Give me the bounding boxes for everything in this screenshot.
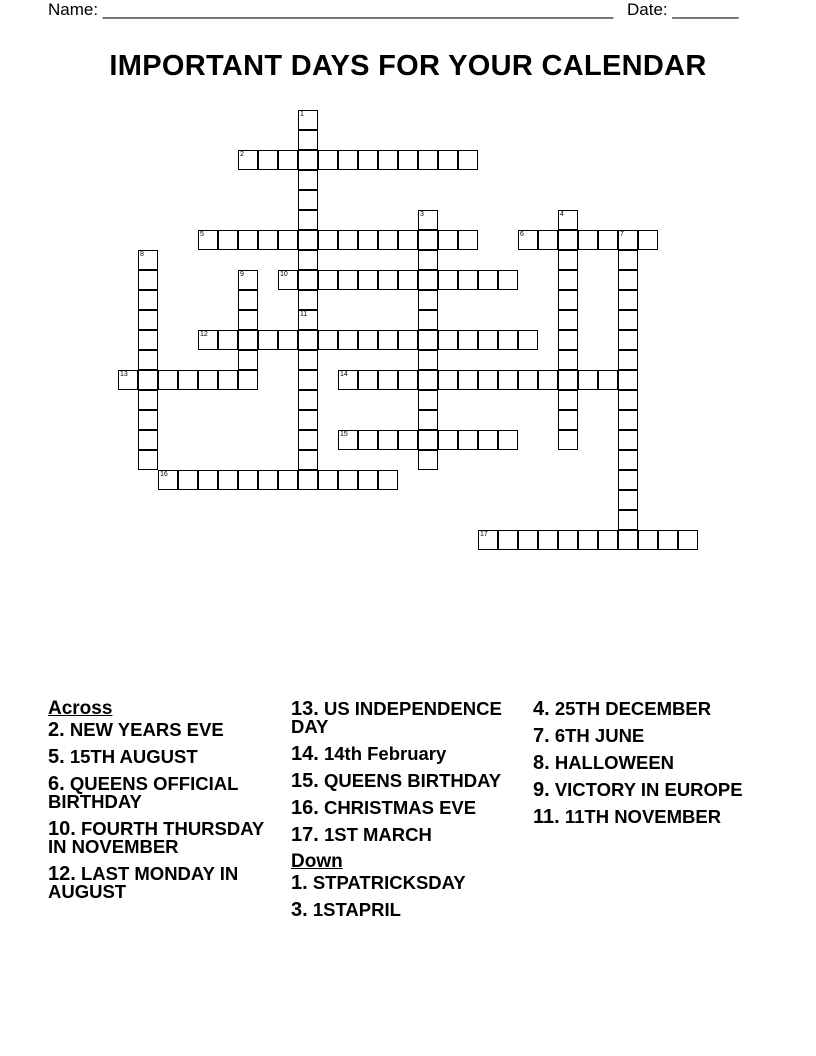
page-title: IMPORTANT DAYS FOR YOUR CALENDAR	[109, 50, 707, 82]
grid-cell[interactable]	[178, 470, 198, 490]
grid-cell[interactable]	[598, 370, 618, 390]
grid-cell[interactable]	[478, 370, 498, 390]
grid-cell[interactable]	[258, 230, 278, 250]
clue-number: 11	[300, 311, 308, 318]
clue-number: 7	[620, 231, 624, 238]
grid-cell[interactable]	[358, 330, 378, 350]
grid-cell[interactable]	[558, 390, 578, 410]
grid-cell[interactable]	[418, 410, 438, 430]
grid-cell[interactable]	[298, 230, 318, 250]
grid-cell[interactable]	[598, 230, 618, 250]
clue-number: 16	[160, 471, 168, 478]
grid-cell[interactable]	[338, 270, 358, 290]
grid-cell[interactable]	[338, 230, 358, 250]
grid-cell[interactable]	[478, 270, 498, 290]
grid-cell[interactable]	[138, 250, 158, 270]
grid-cell[interactable]	[238, 370, 258, 390]
grid-cell[interactable]	[138, 330, 158, 350]
clue-number: 5	[200, 231, 204, 238]
grid-cell[interactable]	[298, 270, 318, 290]
grid-cell[interactable]	[138, 370, 158, 390]
grid-cell[interactable]	[358, 470, 378, 490]
grid-cell[interactable]	[558, 310, 578, 330]
grid-cell[interactable]	[338, 330, 358, 350]
grid-cell[interactable]	[178, 370, 198, 390]
grid-cell[interactable]	[238, 270, 258, 290]
grid-cell[interactable]	[278, 150, 298, 170]
clue-number: 12	[200, 331, 208, 338]
clue-number: 17	[480, 531, 488, 538]
grid-cell[interactable]	[138, 410, 158, 430]
grid-cell[interactable]	[458, 230, 478, 250]
grid-cell[interactable]	[618, 350, 638, 370]
grid-cell[interactable]	[138, 310, 158, 330]
grid-cell[interactable]	[158, 370, 178, 390]
grid-cell[interactable]	[618, 490, 638, 510]
grid-cell[interactable]	[538, 230, 558, 250]
grid-cell[interactable]	[558, 250, 578, 270]
grid-cell[interactable]	[378, 470, 398, 490]
grid-cell[interactable]	[138, 390, 158, 410]
grid-cell[interactable]	[298, 110, 318, 130]
grid-cell[interactable]	[378, 270, 398, 290]
grid-cell[interactable]	[138, 290, 158, 310]
clue-down-3: 3. 1STAPRIL	[291, 899, 401, 921]
grid-cell[interactable]	[218, 470, 238, 490]
grid-cell[interactable]	[478, 430, 498, 450]
grid-cell[interactable]	[218, 330, 238, 350]
grid-cell[interactable]	[518, 330, 538, 350]
grid-cell[interactable]	[518, 230, 538, 250]
grid-cell[interactable]	[558, 410, 578, 430]
grid-cell[interactable]	[438, 430, 458, 450]
grid-cell[interactable]	[358, 270, 378, 290]
grid-cell[interactable]	[298, 250, 318, 270]
clue-down-8: 8. HALLOWEEN	[533, 752, 675, 774]
grid-cell[interactable]	[238, 330, 258, 350]
grid-cell[interactable]	[618, 330, 638, 350]
grid-cell[interactable]	[198, 230, 218, 250]
grid-cell[interactable]	[418, 350, 438, 370]
grid-cell[interactable]	[458, 270, 478, 290]
grid-cell[interactable]	[418, 270, 438, 290]
grid-cell[interactable]	[438, 330, 458, 350]
clue-across-14: 14. 14th February	[291, 743, 447, 765]
grid-cell[interactable]	[258, 330, 278, 350]
grid-cell[interactable]	[318, 330, 338, 350]
grid-cell[interactable]	[638, 530, 658, 550]
clue-across-6: 6. QUEENS OFFICIAL BIRTHDAY	[48, 773, 239, 812]
grid-cell[interactable]	[498, 530, 518, 550]
grid-cell[interactable]	[558, 370, 578, 390]
grid-cell[interactable]	[298, 370, 318, 390]
clue-across-13: 13. US INDEPENDENCE DAY	[291, 698, 502, 737]
grid-cell[interactable]	[238, 150, 258, 170]
grid-cell[interactable]	[578, 530, 598, 550]
grid-cell[interactable]	[618, 530, 638, 550]
grid-cell[interactable]	[118, 370, 138, 390]
clue-across-16: 16. CHRISTMAS EVE	[291, 797, 477, 819]
grid-cell[interactable]	[478, 330, 498, 350]
grid-cell[interactable]	[198, 330, 218, 350]
grid-cell[interactable]	[518, 530, 538, 550]
grid-cell[interactable]	[418, 390, 438, 410]
grid-cell[interactable]	[458, 370, 478, 390]
clue-down-4: 4. 25TH DECEMBER	[533, 698, 712, 720]
grid-cell[interactable]	[678, 530, 698, 550]
clue-down-11: 11. 11TH NOVEMBER	[533, 806, 722, 828]
clue-column-2	[291, 700, 526, 928]
grid-cell[interactable]	[618, 370, 638, 390]
grid-cell[interactable]	[358, 430, 378, 450]
grid-cell[interactable]	[618, 470, 638, 490]
grid-cell[interactable]	[278, 470, 298, 490]
grid-cell[interactable]	[298, 170, 318, 190]
grid-cell[interactable]	[138, 450, 158, 470]
grid-cell[interactable]	[378, 150, 398, 170]
grid-cell[interactable]	[378, 430, 398, 450]
grid-cell[interactable]	[358, 150, 378, 170]
grid-cell[interactable]	[618, 270, 638, 290]
grid-cell[interactable]	[258, 470, 278, 490]
grid-cell[interactable]	[318, 270, 338, 290]
grid-cell[interactable]	[558, 430, 578, 450]
grid-cell[interactable]	[338, 430, 358, 450]
clue-number: 14	[340, 371, 348, 378]
grid-cell[interactable]	[278, 270, 298, 290]
grid-cell[interactable]	[358, 370, 378, 390]
grid-cell[interactable]	[418, 450, 438, 470]
grid-cell[interactable]	[538, 530, 558, 550]
grid-cell[interactable]	[218, 370, 238, 390]
clue-column-3	[533, 700, 768, 835]
grid-cell[interactable]	[378, 330, 398, 350]
clue-across-2: 2. NEW YEARS EVE	[48, 719, 224, 741]
grid-cell[interactable]	[618, 230, 638, 250]
grid-cell[interactable]	[338, 370, 358, 390]
grid-cell[interactable]	[418, 330, 438, 350]
clue-number: 1	[300, 111, 304, 118]
grid-cell[interactable]	[298, 350, 318, 370]
clue-number: 15	[340, 431, 348, 438]
grid-cell[interactable]	[258, 150, 278, 170]
grid-cell[interactable]	[618, 430, 638, 450]
grid-cell[interactable]	[458, 430, 478, 450]
grid-cell[interactable]	[558, 230, 578, 250]
grid-cell[interactable]	[298, 310, 318, 330]
grid-cell[interactable]	[558, 530, 578, 550]
grid-cell[interactable]	[278, 230, 298, 250]
grid-cell[interactable]	[658, 530, 678, 550]
clue-number: 8	[140, 251, 144, 258]
clue-across-15: 15. QUEENS BIRTHDAY	[291, 770, 502, 792]
grid-cell[interactable]	[458, 150, 478, 170]
grid-cell[interactable]	[418, 150, 438, 170]
grid-cell[interactable]	[538, 370, 558, 390]
grid-cell[interactable]	[498, 330, 518, 350]
grid-cell[interactable]	[558, 290, 578, 310]
grid-cell[interactable]	[498, 270, 518, 290]
grid-cell[interactable]	[558, 210, 578, 230]
grid-cell[interactable]	[478, 530, 498, 550]
grid-cell[interactable]	[138, 430, 158, 450]
grid-cell[interactable]	[298, 410, 318, 430]
grid-cell[interactable]	[618, 390, 638, 410]
grid-cell[interactable]	[338, 150, 358, 170]
grid-cell[interactable]	[238, 350, 258, 370]
grid-cell[interactable]	[198, 470, 218, 490]
grid-cell[interactable]	[498, 370, 518, 390]
grid-cell[interactable]	[578, 370, 598, 390]
grid-cell[interactable]	[378, 230, 398, 250]
clue-number: 4	[560, 211, 564, 218]
clue-number: 3	[420, 211, 424, 218]
grid-cell[interactable]	[618, 410, 638, 430]
grid-cell[interactable]	[418, 290, 438, 310]
clue-down-7: 7. 6TH JUNE	[533, 725, 645, 747]
name-field-label: Name: ______________________________________________________	[48, 0, 614, 19]
grid-cell[interactable]	[558, 330, 578, 350]
grid-cell[interactable]	[298, 330, 318, 350]
grid-cell[interactable]	[378, 370, 398, 390]
grid-cell[interactable]	[298, 190, 318, 210]
grid-cell[interactable]	[298, 430, 318, 450]
grid-cell[interactable]	[238, 310, 258, 330]
grid-cell[interactable]	[418, 370, 438, 390]
grid-cell[interactable]	[298, 210, 318, 230]
grid-cell[interactable]	[278, 330, 298, 350]
clue-down-1: 1. STPATRICKSDAY	[291, 872, 466, 894]
grid-cell[interactable]	[418, 250, 438, 270]
grid-cell[interactable]	[158, 470, 178, 490]
clue-number: 2	[240, 151, 244, 158]
grid-cell[interactable]	[618, 250, 638, 270]
grid-cell[interactable]	[398, 270, 418, 290]
grid-cell[interactable]	[598, 530, 618, 550]
grid-cell[interactable]	[398, 230, 418, 250]
clue-across-12: 12. LAST MONDAY IN AUGUST	[48, 863, 239, 902]
date-field-label: Date: _______	[627, 0, 739, 19]
clue-number: 6	[520, 231, 524, 238]
grid-cell[interactable]	[398, 430, 418, 450]
grid-cell[interactable]	[518, 370, 538, 390]
grid-cell[interactable]	[138, 270, 158, 290]
grid-cell[interactable]	[318, 150, 338, 170]
grid-cell[interactable]	[438, 230, 458, 250]
grid-cell[interactable]	[438, 150, 458, 170]
grid-cell[interactable]	[498, 430, 518, 450]
grid-cell[interactable]	[318, 470, 338, 490]
grid-cell[interactable]	[438, 370, 458, 390]
clue-number: 13	[120, 371, 128, 378]
grid-cell[interactable]	[418, 210, 438, 230]
clue-down-9: 9. VICTORY IN EUROPE	[533, 779, 743, 801]
grid-cell[interactable]	[618, 290, 638, 310]
clue-number: 9	[240, 271, 244, 278]
grid-cell[interactable]	[238, 290, 258, 310]
clue-number: 10	[280, 271, 288, 278]
clue-across-5: 5. 15TH AUGUST	[48, 746, 198, 768]
clue-column-1	[48, 700, 283, 910]
grid-cell[interactable]	[358, 230, 378, 250]
grid-cell[interactable]	[298, 290, 318, 310]
grid-cell[interactable]	[398, 150, 418, 170]
grid-cell[interactable]	[458, 330, 478, 350]
clue-across-10: 10. FOURTH THURSDAY IN NOVEMBER	[48, 818, 264, 857]
grid-cell[interactable]	[418, 430, 438, 450]
grid-cell[interactable]	[138, 350, 158, 370]
grid-cell[interactable]	[298, 150, 318, 170]
grid-cell[interactable]	[238, 470, 258, 490]
grid-cell[interactable]	[238, 230, 258, 250]
grid-cell[interactable]	[318, 230, 338, 250]
grid-cell[interactable]	[618, 310, 638, 330]
grid-cell[interactable]	[218, 230, 238, 250]
grid-cell[interactable]	[618, 450, 638, 470]
grid-cell[interactable]	[558, 350, 578, 370]
grid-cell[interactable]	[298, 450, 318, 470]
grid-cell[interactable]	[578, 230, 598, 250]
grid-cell[interactable]	[398, 330, 418, 350]
down-heading: Down	[291, 851, 343, 872]
across-heading: Across	[48, 698, 113, 719]
grid-cell[interactable]	[418, 310, 438, 330]
grid-cell[interactable]	[638, 230, 658, 250]
grid-cell[interactable]	[438, 270, 458, 290]
grid-cell[interactable]	[618, 510, 638, 530]
clue-across-17: 17. 1ST MARCH	[291, 824, 432, 846]
grid-cell[interactable]	[298, 130, 318, 150]
grid-cell[interactable]	[298, 470, 318, 490]
grid-cell[interactable]	[418, 230, 438, 250]
grid-cell[interactable]	[338, 470, 358, 490]
grid-cell[interactable]	[558, 270, 578, 290]
grid-cell[interactable]	[298, 390, 318, 410]
grid-cell[interactable]	[398, 370, 418, 390]
grid-cell[interactable]	[198, 370, 218, 390]
